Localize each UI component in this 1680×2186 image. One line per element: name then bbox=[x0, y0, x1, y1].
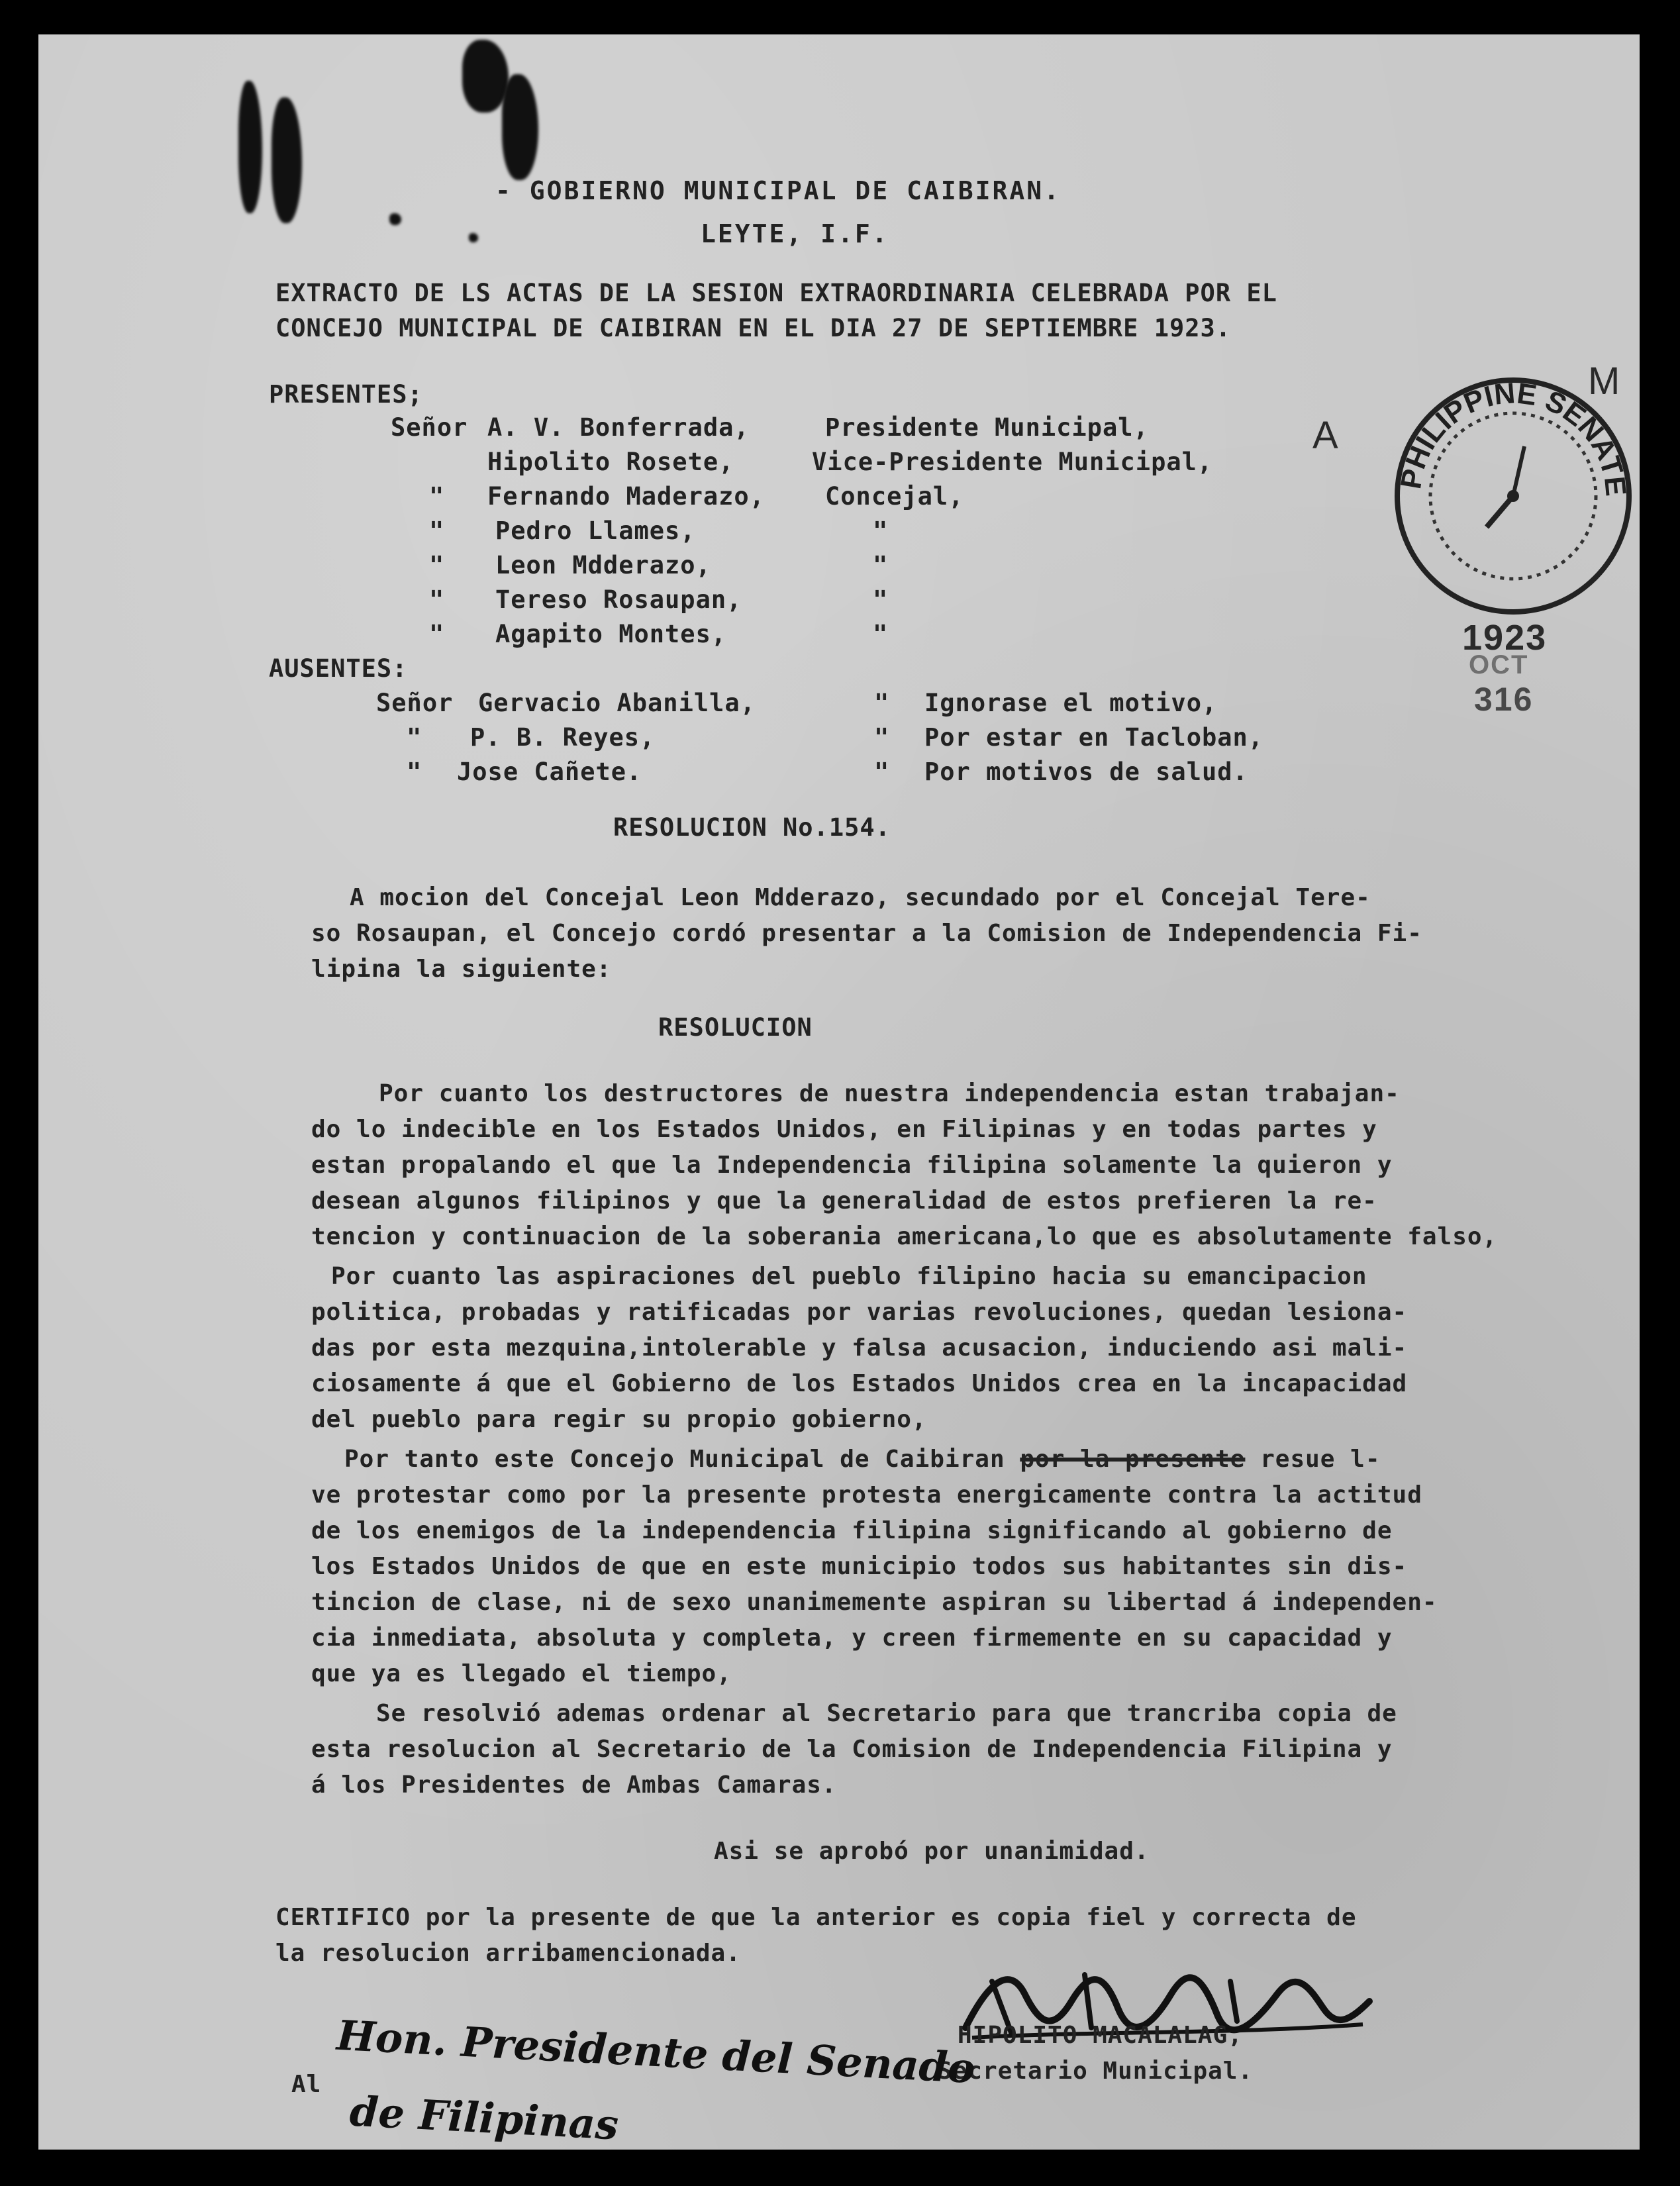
addressee-handwriting-line1: Hon. Presidente del Senado bbox=[335, 2011, 977, 2093]
municipal-header: - GOBIERNO MUNICIPAL DE CAIBIRAN. bbox=[495, 176, 1061, 205]
stamp-ring-text: PHILIPPINE SENATE bbox=[1395, 377, 1632, 498]
present-role: " bbox=[873, 585, 889, 614]
body-line: tincion de clase, ni de sexo unanimemente aspiran su libertad á independen- bbox=[311, 1589, 1438, 1616]
body-line: estan propalando el que la Independencia filipina solamente la quieron y bbox=[311, 1152, 1393, 1179]
motion-line: lipina la siguiente: bbox=[311, 956, 612, 983]
absent-prefix: Señor bbox=[376, 689, 454, 717]
stamp-number: 316 bbox=[1474, 681, 1534, 718]
absent-name: P. B. Reyes, bbox=[470, 723, 656, 752]
body-line: politica, probadas y ratificadas por varias revoluciones, quedan lesiona- bbox=[311, 1299, 1408, 1326]
body-line: que ya es llegado el tiempo, bbox=[311, 1660, 732, 1687]
body-line bbox=[344, 1442, 1381, 1477]
present-prefix: " bbox=[429, 620, 445, 648]
ink-blot bbox=[389, 213, 401, 225]
certification-line: CERTIFICO por la presente de que la anterior es copia fiel y correcta de bbox=[275, 1904, 1357, 1931]
approval-line: Asi se aprobó por unanimidad. bbox=[714, 1838, 1150, 1865]
present-role: Concejal, bbox=[825, 482, 964, 511]
stamp-mark-a: A bbox=[1312, 414, 1338, 457]
stamp-month: OCT bbox=[1469, 650, 1529, 679]
body-line: cia inmediata, absoluta y completa, y creen firmemente en su capacidad y bbox=[311, 1624, 1393, 1652]
extract-title-line2: CONCEJO MUNICIPAL DE CAIBIRAN EN EL DIA 27 DE SEPTIEMBRE 1923. bbox=[275, 314, 1232, 342]
body-line: Se resolvió ademas ordenar al Secretario para que trancriba copia de bbox=[376, 1700, 1397, 1727]
body-line: das por esta mezquina,intolerable y falsa acusacion, induciendo asi mali- bbox=[311, 1334, 1408, 1362]
absent-mark: " bbox=[874, 758, 890, 786]
document-page bbox=[38, 34, 1640, 2150]
ink-blot bbox=[502, 74, 538, 180]
struck-text: por la presente bbox=[1020, 1446, 1246, 1473]
body-line: do lo indecible en los Estados Unidos, en Filipinas y en todas partes y bbox=[311, 1116, 1377, 1143]
absent-reason: Por estar en Tacloban, bbox=[924, 723, 1264, 752]
present-prefix: Señor bbox=[391, 413, 468, 442]
body-line: esta resolucion al Secretario de la Comision de Independencia Filipina y bbox=[311, 1736, 1393, 1763]
ink-blot bbox=[462, 40, 509, 113]
present-prefix: " bbox=[429, 551, 445, 579]
present-name: Pedro Llames, bbox=[495, 517, 696, 545]
motion-line: so Rosaupan, el Concejo cordó presentar a la Comision de Independencia Fi- bbox=[311, 920, 1422, 947]
ink-blot bbox=[469, 233, 478, 242]
body-line: ve protestar como por la presente protesta energicamente contra la actitud bbox=[311, 1481, 1422, 1509]
absent-mark: " bbox=[874, 689, 890, 717]
addressee-handwriting-line2: de Filipinas bbox=[348, 2087, 620, 2150]
body-line: á los Presidentes de Ambas Camaras. bbox=[311, 1771, 837, 1799]
absent-mark: " bbox=[874, 723, 890, 752]
present-prefix: " bbox=[429, 517, 445, 545]
stamp-year: 1923 bbox=[1462, 618, 1548, 658]
present-role: Vice-Presidente Municipal, bbox=[812, 448, 1213, 476]
certification-line: la resolucion arribamencionada. bbox=[275, 1940, 741, 1967]
present-name: Tereso Rosaupan, bbox=[495, 585, 742, 614]
ink-blot bbox=[272, 97, 302, 223]
absent-name: Jose Cañete. bbox=[457, 758, 642, 786]
body-line: Por cuanto los destructores de nuestra independencia estan trabajan- bbox=[379, 1080, 1400, 1107]
present-name: Fernando Maderazo, bbox=[487, 482, 765, 511]
ink-blot bbox=[238, 81, 262, 213]
present-role: Presidente Municipal, bbox=[825, 413, 1149, 442]
secretary-title: Secretario Municipal. bbox=[938, 2058, 1254, 2085]
present-name: Leon Mdderazo, bbox=[495, 551, 711, 579]
absent-name: Gervacio Abanilla, bbox=[478, 689, 756, 717]
present-role: " bbox=[873, 620, 889, 648]
present-name: Agapito Montes, bbox=[495, 620, 727, 648]
province-header: LEYTE, I.F. bbox=[701, 219, 889, 248]
ausentes-label: AUSENTES: bbox=[269, 654, 408, 683]
present-role: " bbox=[873, 551, 889, 579]
addressee-prefix: Al bbox=[291, 2071, 322, 2098]
body-line: del pueblo para regir su propio gobierno, bbox=[311, 1406, 927, 1433]
body-line: desean algunos filipinos y que la generalidad de estos prefieren la re- bbox=[311, 1187, 1377, 1215]
body-text: resue l- bbox=[1245, 1446, 1381, 1473]
motion-line: A mocion del Concejal Leon Mdderazo, secundado por el Concejal Tere- bbox=[350, 884, 1371, 911]
absent-reason: Ignorase el motivo, bbox=[924, 689, 1218, 717]
absent-prefix: " bbox=[407, 758, 422, 786]
present-prefix: " bbox=[429, 482, 445, 511]
presentes-label: PRESENTES; bbox=[269, 380, 423, 409]
stamp-mark-m: M bbox=[1588, 360, 1620, 403]
absent-reason: Por motivos de salud. bbox=[924, 758, 1248, 786]
secretary-name: HIPOLITO MACALALAG, bbox=[958, 2022, 1243, 2049]
present-name: A. V. Bonferrada, bbox=[487, 413, 750, 442]
body-line: los Estados Unidos de que en este municipio todos sus habitantes sin dis- bbox=[311, 1553, 1408, 1580]
present-prefix: " bbox=[429, 585, 445, 614]
body-line: Por cuanto las aspiraciones del pueblo filipino hacia su emancipacion bbox=[331, 1263, 1367, 1290]
body-line: de los enemigos de la independencia filipina significando al gobierno de bbox=[311, 1517, 1393, 1544]
resolution-title: RESOLUCION bbox=[658, 1013, 813, 1042]
body-line: ciosamente á que el Gobierno de los Estados Unidos crea en la incapacidad bbox=[311, 1370, 1408, 1397]
present-name: Hipolito Rosete, bbox=[487, 448, 734, 476]
body-line: tencion y continuacion de la soberania americana,lo que es absolutamente falso, bbox=[311, 1223, 1498, 1250]
resolution-number: RESOLUCION No.154. bbox=[613, 813, 891, 842]
extract-title-line1: EXTRACTO DE LS ACTAS DE LA SESION EXTRAORDINARIA CELEBRADA POR EL bbox=[275, 279, 1277, 307]
absent-prefix: " bbox=[407, 723, 422, 752]
body-text: Por tanto este Concejo Municipal de Caibiran bbox=[344, 1446, 1020, 1473]
present-role: " bbox=[873, 517, 889, 545]
